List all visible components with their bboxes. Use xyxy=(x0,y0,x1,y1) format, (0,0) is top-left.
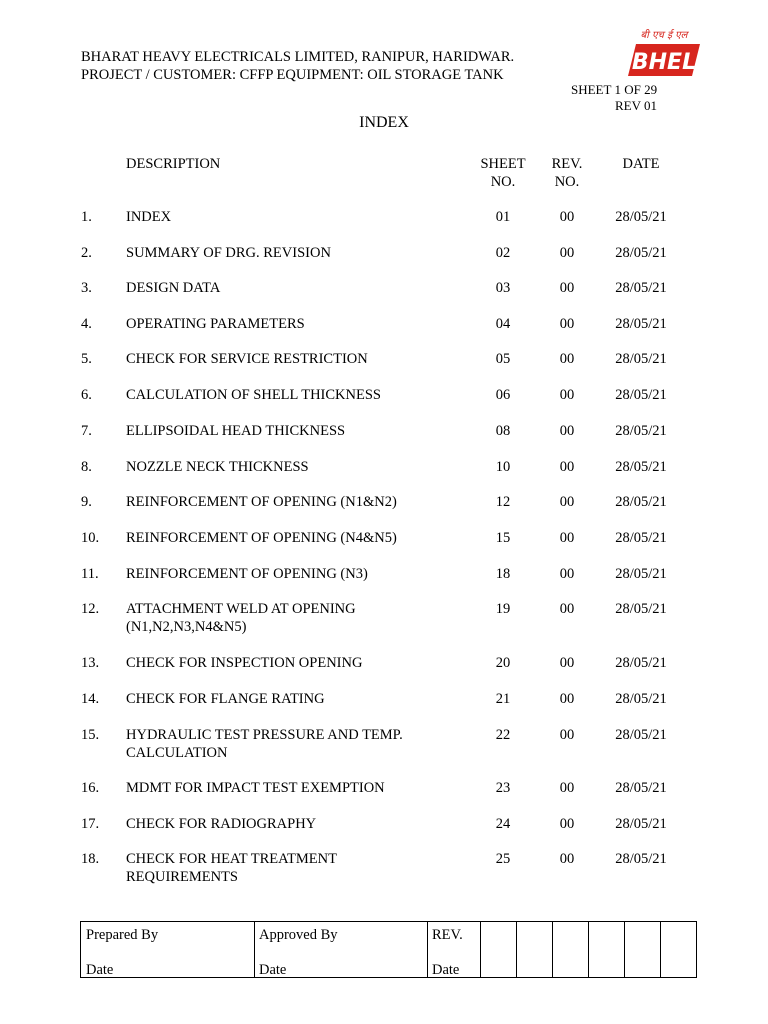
row-number: 7. xyxy=(81,423,92,439)
row-sheet-no: 12 xyxy=(495,494,511,510)
row-description xyxy=(126,279,456,297)
page-title: INDEX xyxy=(359,114,409,131)
row-date: 28/05/21 xyxy=(615,351,667,367)
row-date: 28/05/21 xyxy=(615,816,667,832)
row-description-line1: NOZZLE NECK THICKNESS xyxy=(126,459,309,475)
row-sheet-no: 21 xyxy=(495,691,511,707)
rev-label: REV. xyxy=(432,927,463,943)
row-description-line2: (N1,N2,N3,N4&N5) xyxy=(126,619,247,635)
row-rev-no: 00 xyxy=(559,280,575,296)
row-rev-no: 00 xyxy=(559,423,575,439)
row-description-line1: CHECK FOR FLANGE RATING xyxy=(126,691,325,707)
approval-divider xyxy=(660,922,661,977)
row-rev-no: 00 xyxy=(559,459,575,475)
row-number: 12. xyxy=(81,601,100,617)
row-description xyxy=(126,315,456,333)
row-date: 28/05/21 xyxy=(615,851,667,867)
row-date: 28/05/21 xyxy=(615,423,667,439)
bhel-logo xyxy=(622,26,702,80)
approval-divider xyxy=(480,922,481,977)
row-description-line1: REINFORCEMENT OF OPENING (N4&N5) xyxy=(126,530,397,546)
row-date: 28/05/21 xyxy=(615,780,667,796)
row-date: 28/05/21 xyxy=(615,601,667,617)
row-description-line1: OPERATING PARAMETERS xyxy=(126,316,305,332)
row-date: 28/05/21 xyxy=(615,209,667,225)
row-description-line2: CALCULATION xyxy=(126,745,228,761)
row-description xyxy=(126,690,456,708)
revision-number: REV 01 xyxy=(615,98,658,113)
row-sheet-no: 18 xyxy=(495,566,511,582)
row-rev-no: 00 xyxy=(559,851,575,867)
row-description xyxy=(126,600,456,636)
row-description xyxy=(126,422,456,440)
row-number: 8. xyxy=(81,459,92,475)
row-date: 28/05/21 xyxy=(615,494,667,510)
row-description-line1: ELLIPSOIDAL HEAD THICKNESS xyxy=(126,423,346,439)
row-rev-no: 00 xyxy=(559,655,575,671)
row-number: 14. xyxy=(81,691,100,707)
row-sheet-no: 24 xyxy=(495,816,511,832)
row-date: 28/05/21 xyxy=(615,530,667,546)
row-description-line1: SUMMARY OF DRG. REVISION xyxy=(126,245,331,261)
approval-divider xyxy=(624,922,625,977)
approval-divider xyxy=(254,922,255,977)
row-sheet-no: 08 xyxy=(495,423,511,439)
row-description xyxy=(126,350,456,368)
row-sheet-no: 05 xyxy=(495,351,511,367)
row-description-line1: HYDRAULIC TEST PRESSURE AND TEMP. xyxy=(126,727,403,743)
col-description: DESCRIPTION xyxy=(126,156,221,172)
col-rev-line2: NO. xyxy=(554,174,580,190)
row-sheet-no: 25 xyxy=(495,851,511,867)
row-date: 28/05/21 xyxy=(615,655,667,671)
row-description xyxy=(126,726,456,762)
row-description xyxy=(126,529,456,547)
row-date: 28/05/21 xyxy=(615,459,667,475)
row-description-line1: MDMT FOR IMPACT TEST EXEMPTION xyxy=(126,780,385,796)
row-description xyxy=(126,208,456,226)
row-rev-no: 00 xyxy=(559,601,575,617)
approved-date-label: Date xyxy=(259,962,287,978)
row-description xyxy=(126,779,456,797)
row-description-line1: CHECK FOR INSPECTION OPENING xyxy=(126,655,363,671)
approval-divider xyxy=(516,922,517,977)
row-sheet-no: 01 xyxy=(495,209,511,225)
row-sheet-no: 22 xyxy=(495,727,511,743)
row-rev-no: 00 xyxy=(559,494,575,510)
row-description xyxy=(126,815,456,833)
row-description-line1: REINFORCEMENT OF OPENING (N1&N2) xyxy=(126,494,397,510)
row-description-line1: REINFORCEMENT OF OPENING (N3) xyxy=(126,566,368,582)
row-rev-no: 00 xyxy=(559,780,575,796)
row-description-line1: CHECK FOR HEAT TREATMENT xyxy=(126,851,337,867)
row-date: 28/05/21 xyxy=(615,566,667,582)
row-sheet-no: 03 xyxy=(495,280,511,296)
approval-table xyxy=(80,921,697,978)
row-number: 5. xyxy=(81,351,92,367)
row-sheet-no: 06 xyxy=(495,387,511,403)
logo-devanagari: बी एच ई एल xyxy=(640,30,688,41)
row-number: 3. xyxy=(81,280,92,296)
row-rev-no: 00 xyxy=(559,691,575,707)
row-number: 11. xyxy=(81,566,99,582)
col-sheet-no xyxy=(472,155,534,191)
row-sheet-no: 02 xyxy=(495,245,511,261)
row-sheet-no: 04 xyxy=(495,316,511,332)
row-sheet-no: 23 xyxy=(495,780,511,796)
row-description xyxy=(126,654,456,672)
row-sheet-no: 15 xyxy=(495,530,511,546)
col-sheet-line2: NO. xyxy=(490,174,516,190)
row-number: 10. xyxy=(81,530,100,546)
row-description-line1: ATTACHMENT WELD AT OPENING xyxy=(126,601,356,617)
row-description-line2: REQUIREMENTS xyxy=(126,869,238,885)
row-date: 28/05/21 xyxy=(615,316,667,332)
row-rev-no: 00 xyxy=(559,245,575,261)
row-description xyxy=(126,493,456,511)
row-rev-no: 00 xyxy=(559,209,575,225)
row-sheet-no: 19 xyxy=(495,601,511,617)
row-rev-no: 00 xyxy=(559,316,575,332)
approval-divider xyxy=(552,922,553,977)
row-number: 4. xyxy=(81,316,92,332)
row-rev-no: 00 xyxy=(559,387,575,403)
project-line: PROJECT / CUSTOMER: CFFP EQUIPMENT: OIL STORAGE TANK xyxy=(81,67,504,83)
approval-divider xyxy=(427,922,428,977)
row-description-line1: CHECK FOR RADIOGRAPHY xyxy=(126,816,317,832)
row-rev-no: 00 xyxy=(559,816,575,832)
row-description xyxy=(126,565,456,583)
row-rev-no: 00 xyxy=(559,351,575,367)
prepared-by-label: Prepared By xyxy=(86,927,159,943)
row-description-line1: CHECK FOR SERVICE RESTRICTION xyxy=(126,351,368,367)
row-rev-no: 00 xyxy=(559,727,575,743)
row-description-line1: DESIGN DATA xyxy=(126,280,221,296)
row-rev-no: 00 xyxy=(559,566,575,582)
row-date: 28/05/21 xyxy=(615,387,667,403)
row-number: 6. xyxy=(81,387,92,403)
row-description xyxy=(126,458,456,476)
row-sheet-no: 20 xyxy=(495,655,511,671)
col-rev-line1: REV. xyxy=(551,156,583,172)
row-description-line1: CALCULATION OF SHELL THICKNESS xyxy=(126,387,381,403)
prepared-date-label: Date xyxy=(86,962,114,978)
row-number: 13. xyxy=(81,655,100,671)
row-date: 28/05/21 xyxy=(615,245,667,261)
approved-by-label: Approved By xyxy=(259,927,338,943)
company-line: BHARAT HEAVY ELECTRICALS LIMITED, RANIPUR, HARIDWAR. xyxy=(81,49,515,65)
row-number: 18. xyxy=(81,851,100,867)
row-date: 28/05/21 xyxy=(615,727,667,743)
approval-divider xyxy=(588,922,589,977)
row-number: 2. xyxy=(81,245,92,261)
row-number: 9. xyxy=(81,494,92,510)
col-date: DATE xyxy=(622,156,660,172)
row-description xyxy=(126,386,456,404)
row-description-line1: INDEX xyxy=(126,209,172,225)
col-rev-no xyxy=(536,155,598,191)
col-sheet-line1: SHEET xyxy=(480,156,526,172)
row-number: 17. xyxy=(81,816,100,832)
row-rev-no: 00 xyxy=(559,530,575,546)
row-description xyxy=(126,244,456,262)
rev-date-label: Date xyxy=(432,962,460,978)
logo-text: BHEL xyxy=(631,50,697,75)
row-number: 1. xyxy=(81,209,92,225)
row-sheet-no: 10 xyxy=(495,459,511,475)
row-date: 28/05/21 xyxy=(615,691,667,707)
sheet-number: SHEET 1 OF 29 xyxy=(571,82,658,97)
row-number: 16. xyxy=(81,780,100,796)
row-date: 28/05/21 xyxy=(615,280,667,296)
row-number: 15. xyxy=(81,727,100,743)
row-description xyxy=(126,850,456,886)
